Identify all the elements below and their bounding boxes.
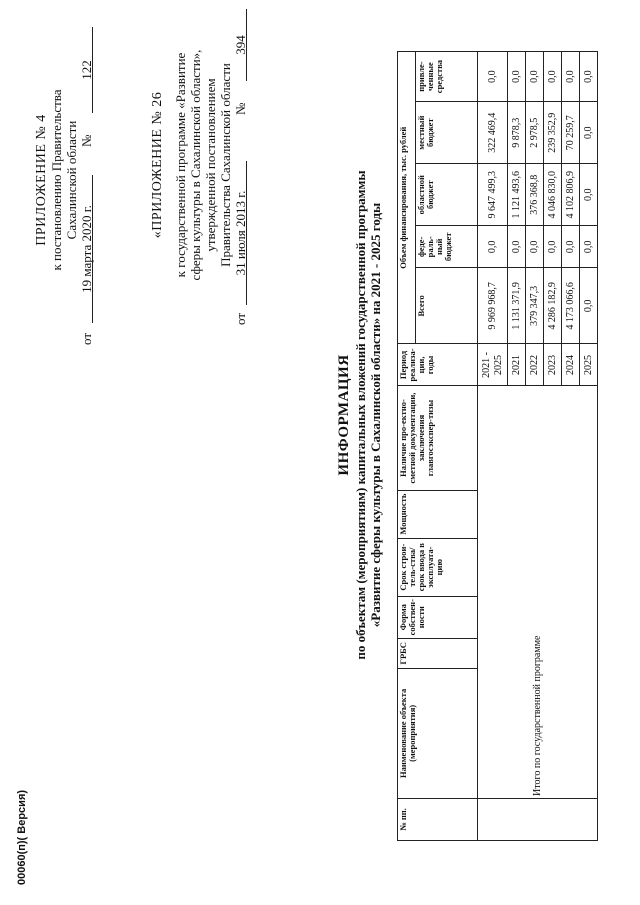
- cell-attracted: 0,0: [544, 52, 562, 102]
- cell-local: 239 352,9: [544, 102, 562, 164]
- header-local: местный бюджет: [416, 102, 478, 164]
- cell-federal: 0,0: [478, 226, 508, 268]
- cell-attracted: 0,0: [508, 52, 526, 102]
- cell-federal: 0,0: [526, 226, 544, 268]
- cell-total: 9 969 968,7: [478, 268, 508, 344]
- cell-local: 70 259,7: [562, 102, 580, 164]
- appendix-26-number: 394: [233, 9, 247, 81]
- cell-total: 1 131 371,9: [508, 268, 526, 344]
- cell-attracted: 0,0: [526, 52, 544, 102]
- cell-period: 2023: [544, 344, 562, 386]
- cell-regional: 4 102 806,9: [562, 164, 580, 226]
- capital-investment-table: [397, 51, 598, 841]
- cell-regional: 9 647 499,3: [478, 164, 508, 226]
- appendix-26-line2: сферы культуры в Сахалинской области»,: [188, 49, 203, 281]
- header-total: Всего: [416, 268, 478, 344]
- cell-federal: 0,0: [544, 226, 562, 268]
- appendix-4-title: ПРИЛОЖЕНИЕ № 4: [34, 114, 49, 246]
- cell-regional: 376 368,8: [526, 164, 544, 226]
- cell-total: 379 347,3: [526, 268, 544, 344]
- cell-federal: 0,0: [508, 226, 526, 268]
- cell-total: 4 173 066,6: [562, 268, 580, 344]
- appendix-4-from-label: от: [79, 332, 94, 345]
- header-regional: областной бюджет: [416, 164, 478, 226]
- appendix-26-date-row: [233, 5, 249, 325]
- total-label: Итого по государственной программе: [478, 386, 598, 798]
- cell-regional: 4 046 830,0: [544, 164, 562, 226]
- cell-local: 322 469,4: [478, 102, 508, 164]
- cell-attracted: 0,0: [580, 52, 598, 102]
- header-num: № пп.: [398, 798, 478, 840]
- cell-period: 2025: [580, 344, 598, 386]
- appendix-4-line1: к постановлению Правительства: [49, 89, 64, 271]
- table-row: [478, 52, 508, 841]
- header-federal: феде-раль-ный бюджет: [416, 226, 478, 268]
- cell-period: 2022: [526, 344, 544, 386]
- appendix-4-block: [34, 15, 95, 345]
- cell-period: 2021: [508, 344, 526, 386]
- appendix-26-from-label: от: [233, 312, 248, 325]
- document-subtitle-line2: «Развитие сферы культуры в Сахалинской области» на 2021 - 2025 годы: [368, 202, 383, 628]
- appendix-4-date: 19 марта 2020 г.: [79, 175, 93, 323]
- appendix-4-number: 122: [79, 27, 93, 113]
- appendix-26-date: 31 июля 2013 г.: [233, 161, 247, 305]
- appendix-4-date-row: [79, 15, 95, 345]
- header-docs: Наличие про-ектно-сметной документации, заключения главгосэкспер-тизы: [398, 386, 478, 490]
- document-heading: [336, 95, 383, 735]
- appendix-26-line1: к государственной программе «Развитие: [173, 52, 188, 278]
- appendix-4-line2: Сахалинской области: [64, 120, 79, 240]
- cell-period: 2021 - 2025: [478, 344, 508, 386]
- header-row-1: [398, 52, 416, 841]
- document-title: ИНФОРМАЦИЯ: [336, 354, 352, 476]
- appendix-26-block: [150, 5, 249, 325]
- cell-local: 9 878,3: [508, 102, 526, 164]
- header-ownership: Форма собствен-ности: [398, 596, 478, 638]
- cell-local: 0,0: [580, 102, 598, 164]
- header-funding: Объем финансирования, тыс. рублей: [398, 52, 416, 344]
- cell-federal: 0,0: [580, 226, 598, 268]
- header-period: Период реализа-ции, годы: [398, 344, 478, 386]
- header-name: Наименование объекта (мероприятия): [398, 668, 478, 798]
- cell-regional: 1 121 493,6: [508, 164, 526, 226]
- cell-federal: 0,0: [562, 226, 580, 268]
- header-attracted: привле-ченные средства: [416, 52, 478, 102]
- document-subtitle-line1: по объектам (мероприятиям) капитальных вложений государственной программы: [353, 170, 368, 660]
- document-version-code: 00060(п)( Версия): [16, 789, 28, 885]
- header-term: Срок строи-тель-ства/срок ввода в эксплуата-цию: [398, 538, 478, 596]
- appendix-4-no-label: №: [79, 134, 94, 147]
- appendix-26-line4: Правительства Сахалинской области: [218, 63, 233, 267]
- appendix-26-title: «ПРИЛОЖЕНИЕ № 26: [150, 91, 165, 239]
- cell-total: 4 286 182,9: [544, 268, 562, 344]
- header-capacity: Мощность: [398, 490, 478, 538]
- cell-attracted: 0,0: [562, 52, 580, 102]
- cell-num-empty: [478, 798, 598, 840]
- cell-local: 2 978,5: [526, 102, 544, 164]
- cell-period: 2024: [562, 344, 580, 386]
- header-grbs: ГРБС: [398, 638, 478, 668]
- appendix-26-no-label: №: [233, 102, 248, 115]
- cell-regional: 0,0: [580, 164, 598, 226]
- appendix-26-line3: утвержденной постановлением: [203, 78, 218, 252]
- cell-attracted: 0,0: [478, 52, 508, 102]
- cell-total: 0,0: [580, 268, 598, 344]
